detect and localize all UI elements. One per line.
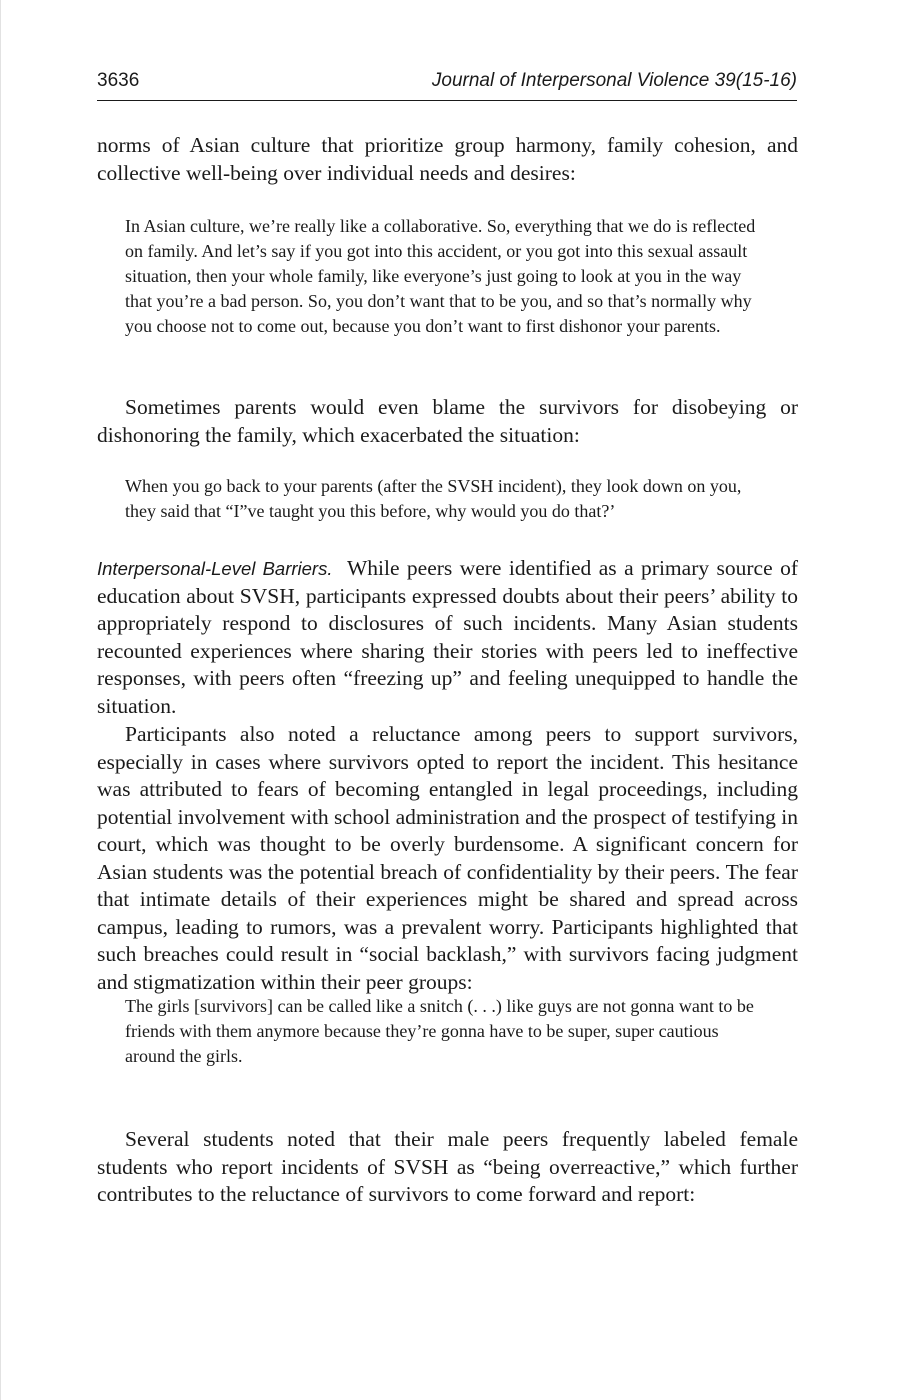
block-quote-1: In Asian culture, we’re really like a collaborative. So, everything that we do is reflected on family. And let’s say if you got into this accident, or you got into this sexual assault situation, then your whole family, like everyone’s just going to look at you in the way that you’re a bad person. So, you don’t want that to be you, and so that’s normally why you choose not to come out, because you don’t want to first dishonor your parents.: [125, 216, 756, 336]
paragraph-5: Several students noted that their male peers frequently labeled female students who report incidents of SVSH as “being overreactive,” which further contributes to the reluctance of survivors to come forward and report:: [97, 1127, 798, 1206]
block-quote-3: The girls [survivors] can be called like a snitch (. . .) like guys are not gonna want to be friends with them anymore because they’re gonna have to be super, super cautious around the girls.: [125, 996, 754, 1066]
paragraph-3: [97, 555, 798, 720]
paragraph-1: norms of Asian culture that prioritize group harmony, family cohesion, and collective well-being over individual needs and desires:: [97, 133, 798, 185]
page-number: 3636: [97, 70, 140, 91]
paragraph-4: Participants also noted a reluctance among peers to support survivors, especially in cases where survivors opted to report the incident. This hesitance was attributed to fears of becoming entangled in legal proceedings, including potential involvement with school administration and the prospect of testifying in court, which was thought to be overly burdensome. A significant concern for Asian students was the potential breach of confidentiality by their peers. The fear that intimate details of their experiences might be shared and spread across campus, leading to rumors, was a prevalent worry. Participants highlighted that such breaches could result in “social backlash,” with survivors facing judgment and stigmatization within their peer groups:: [97, 722, 799, 994]
paragraph-3-text: While peers were identified as a primary source of education about SVSH, participants expressed doubts about their peers’ ability to appropriately respond to disclosures of such incidents. Many Asian students recounted experiences where sharing their stories with peers led to ineffective responses, with peers often “freezing up” and feeling unequipped to handle the situation.: [97, 556, 798, 718]
paragraph-2: Sometimes parents would even blame the survivors for disobeying or dishonoring the family, which exacerbated the situation:: [97, 395, 798, 447]
section-heading: Interpersonal-Level Barriers.: [97, 558, 333, 579]
block-quote-2: When you go back to your parents (after the SVSH incident), they look down on you, they said that “I”ve taught you this before, why would you do that?’: [125, 476, 742, 521]
journal-citation: Journal of Interpersonal Violence 39(15-16): [431, 70, 797, 91]
running-header: [97, 68, 797, 101]
